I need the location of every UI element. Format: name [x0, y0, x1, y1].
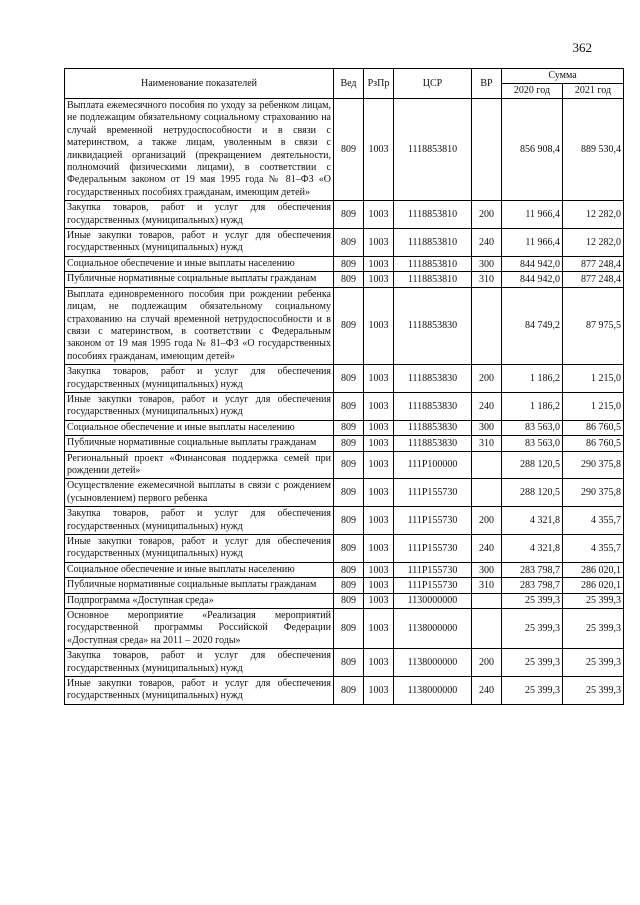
row-rzpr: 1003 [364, 229, 394, 257]
row-sum-2021: 12 282,0 [563, 229, 624, 257]
row-rzpr: 1003 [364, 256, 394, 271]
row-name: Закупка товаров, работ и услуг для обеспечения государственных (муниципальных) нужд [65, 201, 334, 229]
row-vr: 200 [472, 507, 502, 535]
row-csr: 1118853810 [394, 272, 472, 287]
row-sum-2020: 283 798,7 [502, 578, 563, 593]
row-vr: 300 [472, 562, 502, 577]
row-sum-2021: 290 375,8 [563, 451, 624, 479]
row-rzpr: 1003 [364, 535, 394, 563]
row-csr: 1118853810 [394, 256, 472, 271]
table-row [65, 479, 624, 507]
row-sum-2020: 288 120,5 [502, 451, 563, 479]
row-name: Закупка товаров, работ и услуг для обеспечения государственных (муниципальных) нужд [65, 507, 334, 535]
row-csr: 1118853810 [394, 201, 472, 229]
row-sum-2020: 844 942,0 [502, 272, 563, 287]
row-vr [472, 99, 502, 201]
row-sum-2021: 1 215,0 [563, 392, 624, 420]
row-name: Социальное обеспечение и иные выплаты населению [65, 420, 334, 435]
row-ved: 809 [334, 677, 364, 705]
row-name: Выплата единовременного пособия при рождении ребенка лицам, не подлежащим обязательному социальному страхованию на случай временной нетрудоспособности и в связи с материнством, в соответствии с Федеральным законом от 19 мая 1995 года № 81–ФЗ «О государственных пособиях гражданам, имеющим детей» [65, 287, 334, 364]
row-vr [472, 593, 502, 608]
row-sum-2021: 86 760,5 [563, 420, 624, 435]
row-csr: 111P155730 [394, 578, 472, 593]
table-row [65, 578, 624, 593]
row-rzpr: 1003 [364, 593, 394, 608]
row-rzpr: 1003 [364, 578, 394, 593]
row-ved: 809 [334, 593, 364, 608]
row-vr: 310 [472, 436, 502, 451]
row-name: Социальное обеспечение и иные выплаты населению [65, 256, 334, 271]
table-body [65, 99, 624, 705]
row-name: Социальное обеспечение и иные выплаты населению [65, 562, 334, 577]
row-sum-2021: 286 020,1 [563, 562, 624, 577]
row-rzpr: 1003 [364, 365, 394, 393]
row-rzpr: 1003 [364, 609, 394, 649]
row-sum-2021: 1 215,0 [563, 365, 624, 393]
row-sum-2020: 11 966,4 [502, 229, 563, 257]
row-ved: 809 [334, 229, 364, 257]
row-sum-2020: 1 186,2 [502, 392, 563, 420]
table-header [65, 69, 624, 99]
row-ved: 809 [334, 99, 364, 201]
row-csr: 1138000000 [394, 649, 472, 677]
header-2021: 2021 год [563, 84, 624, 99]
row-rzpr: 1003 [364, 479, 394, 507]
row-name: Иные закупки товаров, работ и услуг для обеспечения государственных (муниципальных) нужд [65, 535, 334, 563]
row-csr: 1118853810 [394, 99, 472, 201]
table-row [65, 507, 624, 535]
row-name: Публичные нормативные социальные выплаты гражданам [65, 436, 334, 451]
row-ved: 809 [334, 609, 364, 649]
row-rzpr: 1003 [364, 420, 394, 435]
table-row [65, 562, 624, 577]
row-ved: 809 [334, 451, 364, 479]
row-csr: 1118853810 [394, 229, 472, 257]
row-rzpr: 1003 [364, 649, 394, 677]
row-sum-2021: 86 760,5 [563, 436, 624, 451]
row-rzpr: 1003 [364, 507, 394, 535]
row-sum-2020: 288 120,5 [502, 479, 563, 507]
row-rzpr: 1003 [364, 201, 394, 229]
row-vr: 310 [472, 578, 502, 593]
row-vr: 300 [472, 420, 502, 435]
row-sum-2020: 856 908,4 [502, 99, 563, 201]
header-name: Наименование показателей [65, 69, 334, 99]
table-row [65, 451, 624, 479]
row-csr: 111P155730 [394, 507, 472, 535]
row-ved: 809 [334, 479, 364, 507]
row-vr: 300 [472, 256, 502, 271]
row-csr: 1118853830 [394, 436, 472, 451]
row-csr: 111P100000 [394, 451, 472, 479]
row-name: Публичные нормативные социальные выплаты гражданам [65, 578, 334, 593]
row-csr: 1118853830 [394, 392, 472, 420]
row-ved: 809 [334, 420, 364, 435]
row-name: Закупка товаров, работ и услуг для обеспечения государственных (муниципальных) нужд [65, 365, 334, 393]
row-sum-2020: 4 321,8 [502, 507, 563, 535]
table-row [65, 392, 624, 420]
row-sum-2020: 25 399,3 [502, 609, 563, 649]
row-csr: 111P155730 [394, 479, 472, 507]
row-vr: 200 [472, 201, 502, 229]
row-ved: 809 [334, 507, 364, 535]
header-csr: ЦСР [394, 69, 472, 99]
table-row [65, 535, 624, 563]
table-row [65, 201, 624, 229]
row-sum-2020: 83 563,0 [502, 436, 563, 451]
row-vr: 310 [472, 272, 502, 287]
row-sum-2021: 877 248,4 [563, 256, 624, 271]
row-ved: 809 [334, 436, 364, 451]
row-ved: 809 [334, 256, 364, 271]
row-name: Иные закупки товаров, работ и услуг для обеспечения государственных (муниципальных) нужд [65, 392, 334, 420]
row-vr [472, 451, 502, 479]
row-sum-2020: 25 399,3 [502, 677, 563, 705]
row-name: Региональный проект «Финансовая поддержка семей при рождении детей» [65, 451, 334, 479]
row-vr: 240 [472, 229, 502, 257]
row-sum-2020: 84 749,2 [502, 287, 563, 364]
row-sum-2020: 11 966,4 [502, 201, 563, 229]
row-name: Иные закупки товаров, работ и услуг для обеспечения государственных (муниципальных) нужд [65, 229, 334, 257]
row-sum-2020: 83 563,0 [502, 420, 563, 435]
row-csr: 1130000000 [394, 593, 472, 608]
row-csr: 1118853830 [394, 420, 472, 435]
row-rzpr: 1003 [364, 392, 394, 420]
row-vr: 240 [472, 392, 502, 420]
row-vr: 200 [472, 365, 502, 393]
row-rzpr: 1003 [364, 287, 394, 364]
row-name: Иные закупки товаров, работ и услуг для обеспечения государственных (муниципальных) нужд [65, 677, 334, 705]
row-sum-2021: 25 399,3 [563, 677, 624, 705]
row-vr: 200 [472, 649, 502, 677]
budget-table [64, 68, 624, 705]
table-row [65, 272, 624, 287]
header-ved: Вед [334, 69, 364, 99]
row-ved: 809 [334, 578, 364, 593]
row-name: Публичные нормативные социальные выплаты гражданам [65, 272, 334, 287]
table-row [65, 609, 624, 649]
row-ved: 809 [334, 287, 364, 364]
page-number: 362 [572, 40, 592, 55]
row-sum-2021: 4 355,7 [563, 535, 624, 563]
table-row [65, 677, 624, 705]
row-csr: 1138000000 [394, 677, 472, 705]
row-csr: 1138000000 [394, 609, 472, 649]
table-row [65, 365, 624, 393]
row-rzpr: 1003 [364, 562, 394, 577]
row-sum-2021: 12 282,0 [563, 201, 624, 229]
header-2020: 2020 год [502, 84, 563, 99]
row-ved: 809 [334, 392, 364, 420]
row-vr: 240 [472, 535, 502, 563]
row-vr: 240 [472, 677, 502, 705]
row-ved: 809 [334, 535, 364, 563]
row-sum-2021: 25 399,3 [563, 609, 624, 649]
header-vr: ВР [472, 69, 502, 99]
row-csr: 1118853830 [394, 365, 472, 393]
row-sum-2021: 25 399,3 [563, 593, 624, 608]
row-sum-2021: 290 375,8 [563, 479, 624, 507]
header-sum: Сумма [502, 69, 624, 84]
table-row [65, 99, 624, 201]
row-ved: 809 [334, 201, 364, 229]
row-name: Основное мероприятие «Реализация мероприятий государственной программы Российской Федерации «Доступная среда» на 2011 – 2020 годы» [65, 609, 334, 649]
row-sum-2021: 286 020,1 [563, 578, 624, 593]
row-sum-2020: 4 321,8 [502, 535, 563, 563]
row-name: Закупка товаров, работ и услуг для обеспечения государственных (муниципальных) нужд [65, 649, 334, 677]
row-sum-2020: 283 798,7 [502, 562, 563, 577]
row-csr: 1118853830 [394, 287, 472, 364]
row-sum-2020: 25 399,3 [502, 649, 563, 677]
row-sum-2021: 87 975,5 [563, 287, 624, 364]
row-rzpr: 1003 [364, 99, 394, 201]
row-csr: 111P155730 [394, 535, 472, 563]
table-row [65, 256, 624, 271]
row-ved: 809 [334, 649, 364, 677]
row-vr [472, 479, 502, 507]
row-name: Подпрограмма «Доступная среда» [65, 593, 334, 608]
row-sum-2021: 889 530,4 [563, 99, 624, 201]
row-ved: 809 [334, 272, 364, 287]
row-sum-2020: 1 186,2 [502, 365, 563, 393]
row-vr [472, 609, 502, 649]
row-sum-2020: 844 942,0 [502, 256, 563, 271]
row-sum-2020: 25 399,3 [502, 593, 563, 608]
table-row [65, 436, 624, 451]
row-ved: 809 [334, 562, 364, 577]
row-name: Осуществление ежемесячной выплаты в связи с рождением (усыновлением) первого ребенка [65, 479, 334, 507]
row-csr: 111P155730 [394, 562, 472, 577]
header-rzpr: РзПр [364, 69, 394, 99]
table-row [65, 649, 624, 677]
row-rzpr: 1003 [364, 677, 394, 705]
table-row [65, 287, 624, 364]
row-sum-2021: 4 355,7 [563, 507, 624, 535]
row-vr [472, 287, 502, 364]
row-name: Выплата ежемесячного пособия по уходу за ребенком лицам, не подлежащим обязательному социальному страхованию на случай временной нетрудоспособности и в связи с материнством, а также лицам, уволенным в связи с ликвидацией организаций (прекращением деятельности, полномочий физическими лицами), в соответствии с Федеральным законом от 19 мая 1995 года № 81–ФЗ «О государственных пособиях гражданам, имеющим детей» [65, 99, 334, 201]
table-row [65, 593, 624, 608]
table-row [65, 229, 624, 257]
row-rzpr: 1003 [364, 451, 394, 479]
row-rzpr: 1003 [364, 272, 394, 287]
row-sum-2021: 877 248,4 [563, 272, 624, 287]
row-ved: 809 [334, 365, 364, 393]
row-sum-2021: 25 399,3 [563, 649, 624, 677]
row-rzpr: 1003 [364, 436, 394, 451]
table-row [65, 420, 624, 435]
